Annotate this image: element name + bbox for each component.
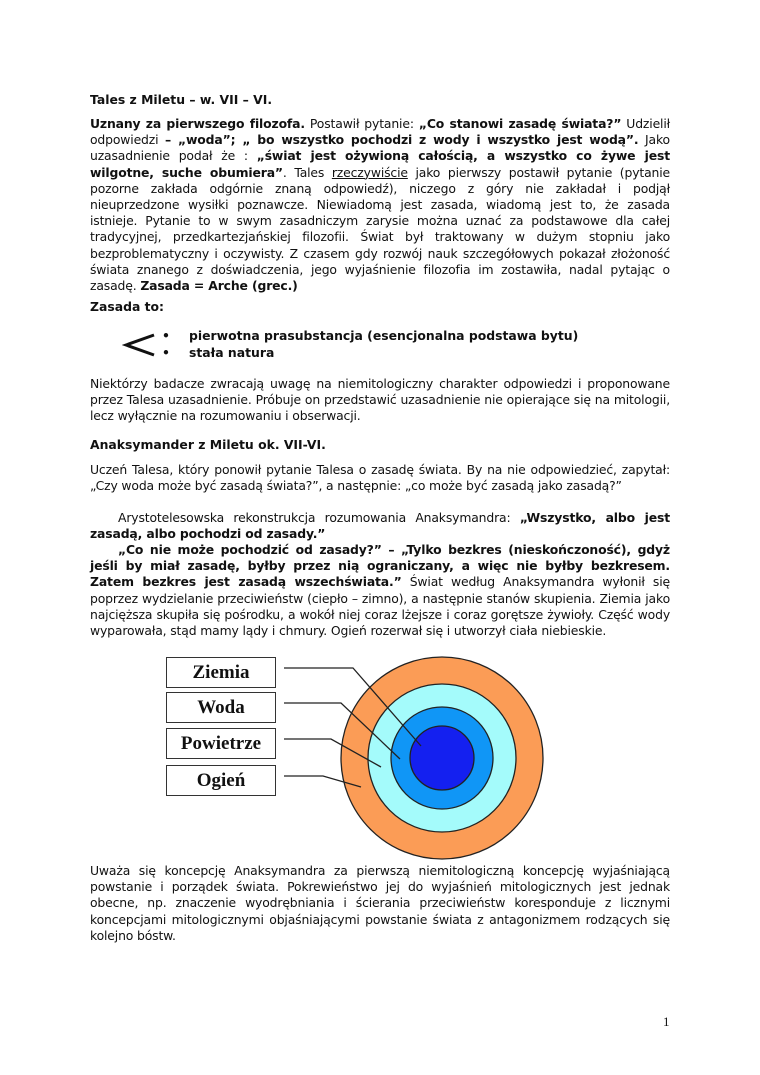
paragraph-anaksymander-intro: Uczeń Talesa, który ponowił pytanie Talesa o zasadę świata. By na nie odpowiedzieć, zapytał: „Czy woda może być zasadą świata?”, a następnie: „co może być zasadą jako zasadą?” [90, 462, 670, 494]
list-item [160, 327, 578, 344]
label-woda: Woda [166, 692, 276, 723]
text-bold: „Co stanowi zasadę świata?” [418, 116, 622, 131]
text-underlined: rzeczywiście [331, 164, 408, 180]
text: Jako uzasadnienie podał że : [90, 132, 670, 164]
list-item-text: pierwotna prasubstancja (esencjonalna podstawa bytu) [189, 328, 579, 343]
less-than-brace-icon [122, 330, 158, 360]
paragraph-conclusion: Uważa się koncepcję Anaksymandra za pierwszą niemitologiczną koncepcję wyjaśniającą powstanie i porządek świata. Pokrewieństwo jej do wyjaśnień mitologicznych jest jednak obecne, np. znaczenie wyodrębniania i ścierania przeciwieństw koresponduje z licznymi koncepcjami mitologicznymi objaśniającymi powstanie świata z antagonizmem rodzących się kolejno bóstw. [90, 863, 670, 943]
text-bold: „świat jest ożywioną całością, a wszystko co żywe jest wilgotne, suche obumiera” [90, 148, 670, 180]
label-ziemia: Ziemia [166, 657, 276, 688]
label-powietrze: Powietrze [166, 728, 276, 759]
text: jako pierwszy postawił pytanie (pytanie pozorne zakłada odgórnie znaną odpowiedź), niczego z góry nie zakładał i podjął nieuprzedzone wysiłki poznawcze. Niewiadomą jest zasada, wiadomą jest to, że zasada istnieje. Pytanie to w swym zasadniczym zarysie można uznać za podstawowe dla całej tradycyjnej, przedkartezjańskiej filozofii. Świat był traktowany w dużym stopniu jako bezproblematyczny i oczywisty. Z czasem gdy rozwój nauk szczegółowych pokazał złożoność świata znanego z doświadczenia, jego wyjaśnienie filozofia im zostawiła, nadal pytając o zasadę. [90, 164, 671, 294]
paragraph-tales-research: Niektórzy badacze zwracają uwagę na niemitologiczny charakter odpowiedzi i proponowane przez Talesa uzasadnienie. Próbuje on przedstawić uzasadnienie nie opierające się na mitologii, lecz wyłącznie na rozumowaniu i obserwacji. [90, 376, 670, 424]
bullet-icon: • [162, 345, 170, 360]
text: Postawił pytanie: [304, 116, 419, 131]
connector-woda [284, 703, 400, 759]
heading-tales: Tales z Miletu – w. VII – VI. [90, 92, 273, 107]
list-item [160, 344, 578, 361]
page-number: 1 [663, 1014, 670, 1029]
paragraph-aristotle [90, 510, 670, 542]
heading-anaksymander: Anaksymander z Miletu ok. VII-VI. [90, 437, 326, 452]
paragraph-tales-intro [90, 116, 670, 294]
text: Świat według Anaksymandra wyłonił się poprzez wydzielanie przeciwieństw (ciepło – zimno), a następnie stanów skupienia. Ziemia jako najcięższa skupiła się pośrodku, a wokół niej coraz lżejsze i coraz gorętsze żywioły. Część wody wyparowała, stąd mamy lądy i chmury. Ogień rozerwał się i utworzył ciała niebieskie. [90, 574, 670, 639]
text-bold: „Wszystko, albo jest zasadą, albo pochodzi od zasady.” [90, 510, 670, 542]
text-bold: Zasada = Arche (grec.) [140, 278, 298, 294]
heading-zasada: Zasada to: [90, 299, 165, 314]
connector-powietrze [284, 739, 381, 767]
text: Udzielił odpowiedzi [90, 116, 671, 148]
text-bold: „Co nie może pochodzić od zasady?” – „Tylko bezkres (nieskończoność), gdyż jeśli by miał zasadę, byłby przez nią ograniczany, a więc nie byłby bezkresem. Zatem bezkres jest zasadą wszechświata.” [90, 542, 670, 590]
text-bold: Uznany za pierwszego filozofa. [90, 116, 305, 131]
text: Arystotelesowska rekonstrukcja rozumowania Anaksymandra: [118, 510, 520, 525]
ogien-ring [341, 657, 543, 859]
text-bold: – „woda”; „ bo wszystko pochodzi z wody i wszystko jest wodą”. [165, 132, 639, 148]
powietrze-ring [368, 684, 516, 832]
bullet-icon: • [162, 328, 170, 343]
text: . Tales [282, 164, 332, 180]
connector-ziemia [284, 668, 421, 746]
label-ogien: Ogień [166, 765, 276, 796]
ziemia-core [410, 726, 474, 790]
list-item-text: stała natura [189, 345, 275, 360]
connector-ogien [284, 776, 361, 787]
woda-ring [391, 707, 493, 809]
paragraph-bezkres [90, 542, 670, 639]
bullet-list [160, 327, 578, 361]
